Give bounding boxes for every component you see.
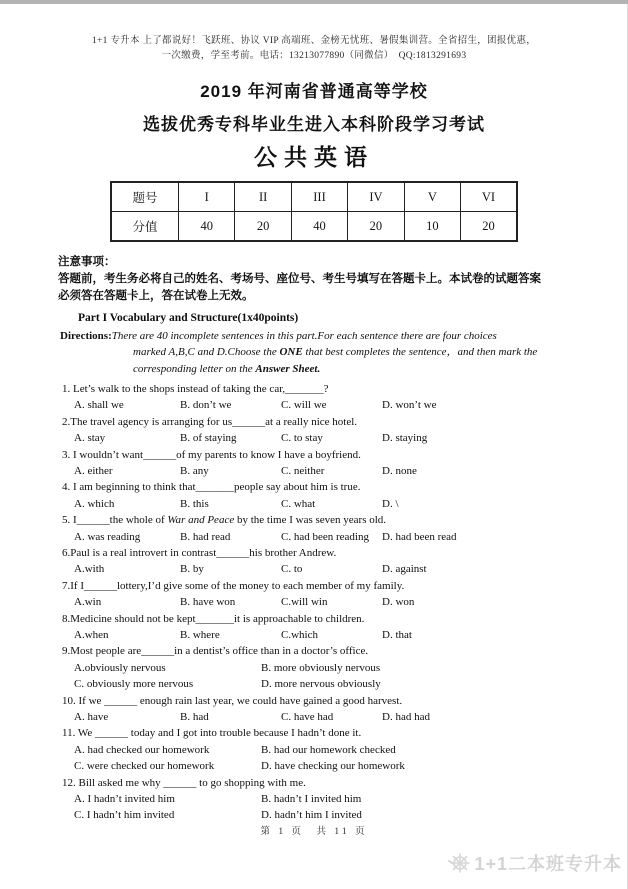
- score-table-score-row: [111, 212, 517, 242]
- section-number-cell: VI: [461, 182, 517, 212]
- option-a: A. either: [74, 464, 113, 477]
- part1-directions: [60, 328, 600, 377]
- option-d: D. that: [382, 628, 412, 641]
- option-d: D. \: [382, 497, 399, 510]
- option-d: D. staying: [382, 432, 428, 445]
- option-d: D. none: [382, 464, 417, 477]
- option-c: C. to: [281, 563, 303, 576]
- option-d: D. against: [382, 563, 427, 576]
- option-b: B. of staying: [180, 432, 237, 445]
- option-c: C.which: [281, 628, 318, 641]
- exam-subject-title: 公共英语: [254, 144, 374, 170]
- score-table-row1-label: 题号: [111, 182, 179, 212]
- question-3: [62, 447, 608, 480]
- question-12: [62, 775, 608, 824]
- question-options: [62, 529, 608, 545]
- option-b: B. had: [180, 711, 209, 724]
- score-table-header-row: [111, 182, 517, 212]
- option-c: C. what: [281, 497, 316, 510]
- question-options: [62, 496, 608, 512]
- option-c: C. neither: [281, 464, 325, 477]
- option-c: C. had been reading: [281, 530, 369, 543]
- question-options: [62, 594, 608, 610]
- question-4: [62, 479, 608, 512]
- question-stem: 9.Most people are______in a dentist’s office than in a doctor’s office.: [62, 645, 369, 658]
- option-b: B. had our homework checked: [261, 743, 396, 756]
- question-options: [62, 397, 608, 413]
- question-list: [62, 381, 608, 824]
- section-number-cell: V: [404, 182, 460, 212]
- question-5: [62, 512, 608, 545]
- option-d: D. hadn’t him I invited: [261, 809, 362, 822]
- score-value-cell: 40: [291, 212, 347, 242]
- question-stem: 5. I______the whole of War and Peace by the time I was seven years old.: [62, 514, 387, 527]
- directions-line-1: Directions:There are 40 incomplete sentences in this part.For each sentence there are four choices: [60, 330, 497, 342]
- notice-heading: 注意事项：: [58, 256, 116, 268]
- option-c: C. to stay: [281, 432, 323, 445]
- question-7: [62, 578, 608, 611]
- brand-watermark-text: 1+1二本班专升本: [474, 854, 622, 874]
- notice-line-2: 必须答在答题卡上，答在试卷上无效。: [58, 289, 254, 302]
- option-c: C. have had: [281, 711, 334, 724]
- question-stem: 6.Paul is a real introvert in contrast______his brother Andrew.: [62, 546, 337, 559]
- option-a: A. had checked our homework: [74, 743, 210, 756]
- question-11: [62, 725, 608, 774]
- option-c: C. were checked our homework: [74, 760, 215, 773]
- option-d: D. had had: [382, 711, 430, 724]
- ad-banner: [0, 0, 628, 64]
- option-d: D. had been read: [382, 530, 457, 543]
- question-stem: 4. I am beginning to think that_______people say about him is true.: [62, 481, 361, 494]
- question-stem: 7.If I______lottery,I’d give some of the money to each member of my family.: [62, 579, 405, 592]
- question-9: [62, 643, 608, 692]
- option-a: A. was reading: [74, 530, 141, 543]
- question-10: [62, 693, 608, 726]
- exam-title-line-1: 2019 年河南省普通高等学校: [200, 82, 428, 101]
- brand-watermark: [447, 850, 622, 876]
- question-options: [62, 742, 608, 775]
- score-value-cell: 20: [461, 212, 517, 242]
- option-c: C.will win: [281, 596, 328, 609]
- score-value-cell: 20: [235, 212, 291, 242]
- option-c: C. obviously more nervous: [74, 678, 194, 691]
- option-b: B. have won: [180, 596, 236, 609]
- option-d: D. won’t we: [382, 399, 437, 412]
- question-options: [62, 660, 608, 693]
- option-b: B. had read: [180, 530, 231, 543]
- question-6: [62, 545, 608, 578]
- question-options: [62, 791, 608, 824]
- option-a: A. have: [74, 711, 109, 724]
- question-8: [62, 611, 608, 644]
- directions-line-3: corresponding letter on the Answer Sheet.: [133, 362, 321, 375]
- option-a: A. shall we: [74, 399, 124, 412]
- option-a: A.win: [74, 596, 102, 609]
- question-2: [62, 414, 608, 447]
- option-d: D. have checking our homework: [261, 760, 405, 773]
- option-a: A.obviously nervous: [74, 661, 166, 674]
- score-value-cell: 40: [179, 212, 235, 242]
- exam-title-line-2: 选拔优秀专科毕业生进入本科阶段学习考试: [143, 115, 485, 134]
- section-number-cell: II: [235, 182, 291, 212]
- brand-logo-icon: [447, 851, 471, 875]
- option-d: D. more nervous obviously: [261, 678, 381, 691]
- option-b: B. don’t we: [180, 399, 232, 412]
- option-b: B. where: [180, 628, 220, 641]
- option-a: A.when: [74, 628, 109, 641]
- option-b: B. by: [180, 563, 204, 576]
- question-options: [62, 561, 608, 577]
- question-stem: 2.The travel agency is arranging for us______at a really nice hotel.: [62, 415, 358, 428]
- option-b: B. any: [180, 464, 209, 477]
- score-table-row2-label: 分值: [111, 212, 179, 242]
- option-a: A. I hadn’t invited him: [74, 793, 175, 806]
- question-options: [62, 627, 608, 643]
- option-d: D. won: [382, 596, 415, 609]
- directions-line-2: marked A,B,C and D.Choose the ONE that best completes the sentence，and then mark the: [133, 346, 538, 359]
- ad-line-2: 一次缴费，学至考前。电话：13213077890（同微信） QQ:1813291693: [161, 51, 467, 61]
- option-c: C. will we: [281, 399, 327, 412]
- section-number-cell: I: [179, 182, 235, 212]
- notice-line-1: 答题前，考生务必将自己的姓名、考场号、座位号、考生号填写在答题卡上。本试卷的试题答案: [58, 273, 541, 285]
- question-stem: 1. Let’s walk to the shops instead of taking the car,_______?: [62, 382, 329, 395]
- question-options: [62, 430, 608, 446]
- score-value-cell: 10: [404, 212, 460, 242]
- ad-line-1: 1+1 专升本 上了都说好！飞跃班、协议 VIP 高端班、金榜无忧班、暑假集训营。全省招生，团报优惠，: [91, 36, 537, 46]
- directions-label: Directions:: [60, 330, 112, 342]
- part1-heading: Part I Vocabulary and Structure(1x40points): [78, 312, 299, 324]
- option-b: B. this: [180, 497, 209, 510]
- score-table: [110, 181, 518, 242]
- option-c: C. I hadn’t him invited: [74, 809, 175, 822]
- question-stem: 11. We ______ today and I got into trouble because I hadn’t done it.: [62, 727, 362, 740]
- score-value-cell: 20: [348, 212, 404, 242]
- top-divider: [0, 0, 628, 4]
- section-number-cell: III: [291, 182, 347, 212]
- question-options: [62, 709, 608, 725]
- question-stem: 12. Bill asked me why ______ to go shopping with me.: [62, 776, 306, 789]
- page-number: 第 1 页 共 11 页: [260, 827, 368, 837]
- option-a: A. stay: [74, 432, 106, 445]
- notice-paragraph: [58, 271, 598, 304]
- book-title-italic: War and Peace: [167, 514, 235, 527]
- option-b: B. hadn’t I invited him: [261, 793, 362, 806]
- question-stem: 10. If we ______ enough rain last year, we could have gained a good harvest.: [62, 694, 403, 707]
- option-a: A.with: [74, 563, 105, 576]
- section-number-cell: IV: [348, 182, 404, 212]
- question-stem: 3. I wouldn’t want______of my parents to know I have a boyfriend.: [62, 448, 361, 461]
- option-a: A. which: [74, 497, 115, 510]
- option-b: B. more obviously nervous: [261, 661, 381, 674]
- question-stem: 8.Medicine should not be kept_______it is approachable to children.: [62, 612, 365, 625]
- question-options: [62, 463, 608, 479]
- question-1: [62, 381, 608, 414]
